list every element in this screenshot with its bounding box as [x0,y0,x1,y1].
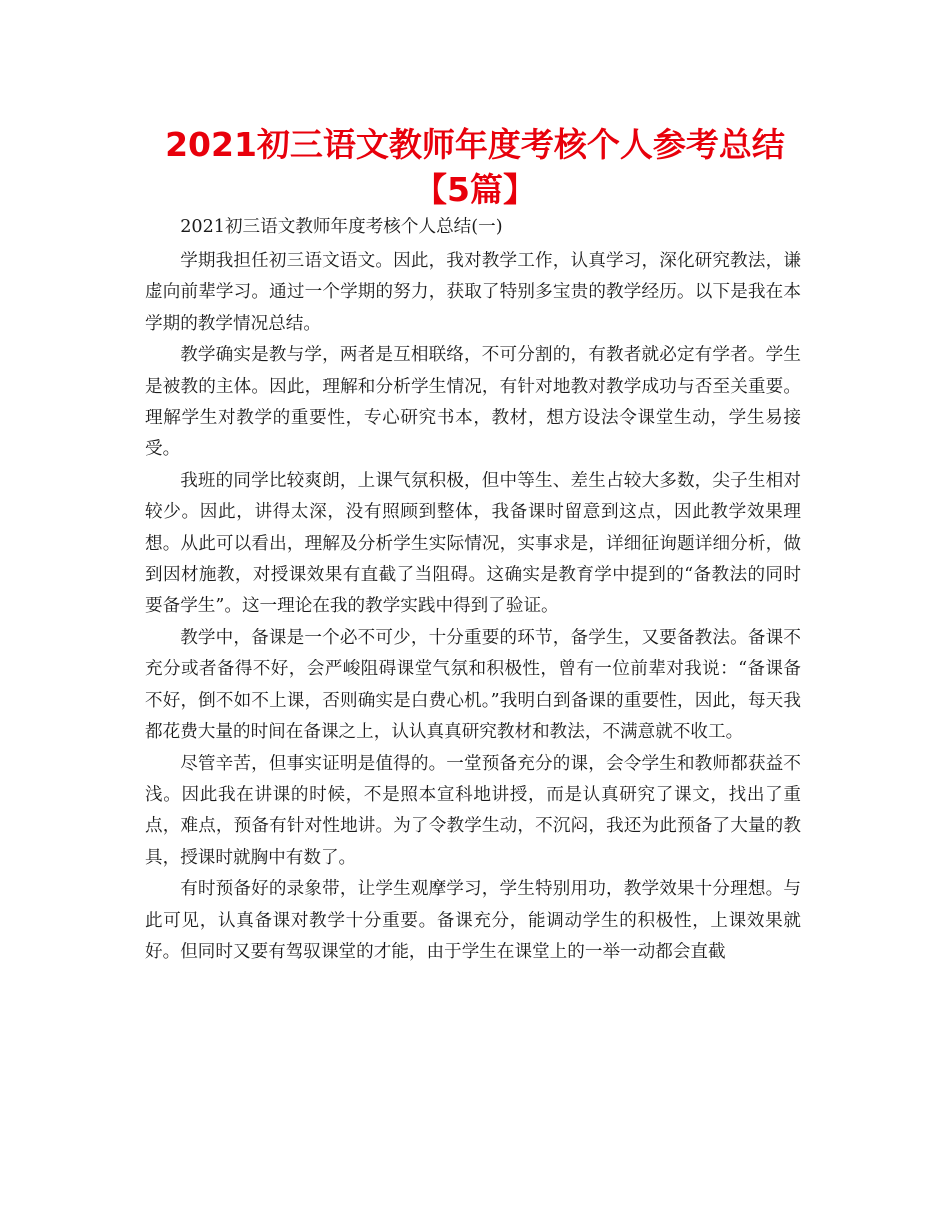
paragraph-4: 教学中，备课是一个必不可少，十分重要的环节，备学生，又要备教法。备课不充分或者备得不好，会严峻阻碍课堂气氛和积极性，曾有一位前辈对我说：“备课备不好，倒不如不上课，否则确实是白费心机。”我明白到备课的重要性，因此，每天我都花费大量的时间在备课之上，认认真真研究教材和教法，不满意就不收工。 [145,627,801,743]
paragraph-5: 尽管辛苦，但事实证明是值得的。一堂预备充分的课，会令学生和教师都获益不浅。因此我在讲课的时候，不是照本宣科地讲授，而是认真研究了课文，找出了重点，难点，预备有针对性地讲。为了令教学生动，不沉闷，我还为此预备了大量的教具，授课时就胸中有数了。 [145,753,801,868]
section-heading: 2021初三语文教师年度考核个人总结(一) [180,217,503,237]
paragraph-1: 学期我担任初三语文语文。因此，我对教学工作，认真学习，深化研究教法，谦虚向前辈学习。通过一个学期的努力，获取了特别多宝贵的教学经历。以下是我在本学期的教学情况总结。 [145,251,801,334]
paragraph-2: 教学确实是教与学，两者是互相联络，不可分割的，有教者就必定有学者。学生是被教的主体。因此，理解和分析学生情况，有针对地教对教学成功与否至关重要。理解学生对教学的重要性，专心研究书本，教材，想方设法令课堂生动，学生易接受。 [145,345,801,460]
paragraph-3: 我班的同学比较爽朗，上课气氛积极，但中等生、差生占较大多数，尖子生相对较少。因此，讲得太深，没有照顾到整体，我备课时留意到这点，因此教学效果理想。从此可以看出，理解及分析学生实际情况，实事求是，详细征询题详细分析，做到因材施教，对授课效果有直截了当阻碍。这确实是教育学中提到的“备教法的同时要备学生”。这一理论在我的教学实践中得到了验证。 [145,470,801,617]
paragraph-6: 有时预备好的录象带，让学生观摩学习，学生特别用功，教学效果十分理想。与此可见，认真备课对教学十分重要。备课充分，能调动学生的积极性，上课效果就好。但同时又要有驾驭课堂的才能，由于学生在课堂上的一举一动都会直截 [145,879,801,962]
document-title: 2021初三语文教师年度考核个人参考总结【5篇】 [165,125,785,209]
document-body [145,208,801,968]
